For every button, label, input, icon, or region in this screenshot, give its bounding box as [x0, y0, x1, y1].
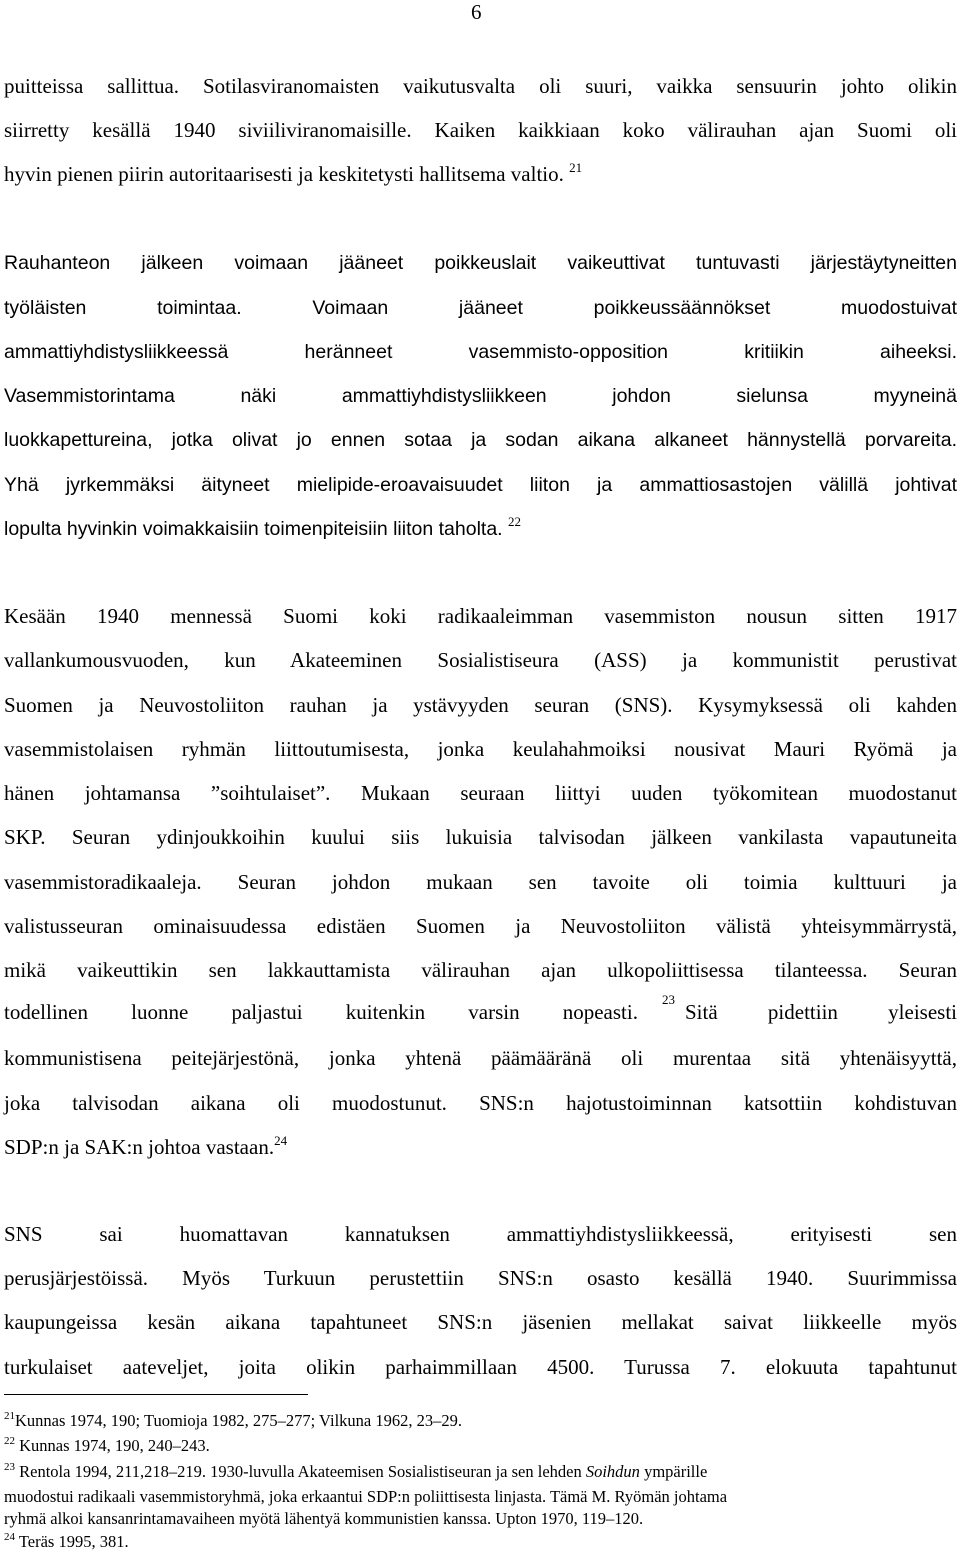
word: Sitä	[685, 1000, 718, 1024]
word: pidettiin	[767, 1000, 838, 1024]
paragraph-line: Rauhanteon jälkeen voimaan jääneet poikkeuslait vaikeuttivat tuntuvasti järjestäytyneitten	[4, 252, 957, 274]
footnote-number: 21	[4, 1410, 15, 1422]
paragraph-line	[4, 162, 957, 186]
page-number: 6	[471, 0, 482, 24]
footnote-ref-22: 22	[508, 514, 522, 529]
paragraph-line: hänen johtamansa ”soihtulaiset”. Mukaan seuraan liittyi uuden työkomitean muodostanut	[4, 781, 957, 805]
word: nopeasti.	[562, 1000, 638, 1024]
line-text	[4, 1000, 638, 1024]
paragraph-line: Vasemmistorintama näki ammattiyhdistysliikkeen johdon sielunsa myyneinä	[4, 385, 957, 407]
paragraph-line	[4, 1135, 957, 1159]
paragraph-line: valistusseuran ominaisuudessa edistäen Suomen ja Neuvostoliiton välistä yhteisymmärrystä,	[4, 914, 957, 938]
footnote-22	[4, 1436, 957, 1455]
footnote-ref-21: 21	[569, 160, 583, 175]
footnote-number: 24	[4, 1531, 15, 1543]
footnote-text: Rentola 1994, 211,218–219. 1930-luvulla Akateemisen Sosialistiseuran ja sen lehden	[19, 1462, 586, 1481]
footnote-number: 23	[4, 1461, 15, 1473]
paragraph-line: Suomen ja Neuvostoliiton rauhan ja ystävyyden seuran (SNS). Kysymyksessä oli kahden	[4, 693, 957, 717]
footnote-text: ympärille	[639, 1462, 708, 1481]
line-text: SDP:n ja SAK:n johtoa vastaan.	[4, 1135, 275, 1159]
paragraph-line: perusjärjestöissä. Myös Turkuun perustettiin SNS:n osasto kesällä 1940. Suurimmissa	[4, 1266, 957, 1290]
paragraph-line: Yhä jyrkemmäksi äityneet mielipide-eroavaisuudet liiton ja ammattiosastojen välillä johtivat	[4, 474, 957, 496]
footnote-21	[4, 1411, 957, 1430]
word: kuitenkin	[345, 1000, 426, 1024]
word: luonne	[131, 1000, 189, 1024]
paragraph-line: SKP. Seuran ydinjoukkoihin kuului siis lukuisia talvisodan jälkeen vankilasta vapautuneita	[4, 825, 957, 849]
paragraph-line: vasemmistoradikaaleja. Seuran johdon mukaan sen tavoite oli toimia kulttuuri ja	[4, 870, 957, 894]
line-text: lopulta hyvinkin voimakkaisiin toimenpiteisiin liiton taholta.	[4, 518, 509, 540]
footnote-ref-23: 23	[662, 992, 675, 1007]
paragraph-line: kaupungeissa kesän aikana tapahtuneet SNS:n jäsenien mellakat saivat liikkeelle myös	[4, 1310, 957, 1334]
paragraph-line: luokkapettureina, jotka olivat jo ennen sotaa ja sodan aikana alkaneet hännystellä porvareita.	[4, 429, 957, 451]
footnote-text: Kunnas 1974, 190, 240–243.	[19, 1436, 210, 1455]
footnote-23-continuation: ryhmä alkoi kansanrintamavaiheen myötä lähentyä kommunistien kanssa. Upton 1970, 119–120.	[4, 1509, 644, 1528]
word: varsin	[468, 1000, 520, 1024]
paragraph-line: joka talvisodan aikana oli muodostunut. SNS:n hajotustoiminnan katsottiin kohdistuvan	[4, 1091, 957, 1115]
paragraph-line: siirretty kesällä 1940 siviiliviranomaisille. Kaiken kaikkiaan koko välirauhan ajan Suomi oli	[4, 118, 957, 142]
word: yleisesti	[888, 1000, 957, 1024]
paragraph-line: Kesään 1940 mennessä Suomi koki radikaaleimman vasemmiston nousun sitten 1917	[4, 604, 957, 628]
paragraph-line: mikä vaikeuttikin sen lakkauttamista välirauhan ajan ulkopoliittisessa tilanteessa. Seuran	[4, 958, 957, 982]
footnote-italic-title: Soihdun	[585, 1462, 640, 1481]
footnote-text: Teräs 1995, 381.	[18, 1532, 129, 1551]
paragraph-line: vallankumousvuoden, kun Akateeminen Sosialistiseura (ASS) ja kommunistit perustivat	[4, 648, 957, 672]
paragraph-line: työläisten toimintaa. Voimaan jääneet poikkeussäännökset muodostuivat	[4, 297, 957, 319]
paragraph-line: puitteissa sallittua. Sotilasviranomaisten vaikutusvalta oli suuri, vaikka sensuurin johto olikin	[4, 74, 957, 98]
paragraph-line	[4, 992, 957, 1024]
paragraph-line	[4, 514, 957, 541]
footnote-separator	[4, 1394, 308, 1395]
word: paljastui	[231, 1000, 303, 1024]
footnote-text: Kunnas 1974, 190; Tuomioja 1982, 275–277; Vilkuna 1962, 23–29.	[15, 1411, 462, 1430]
footnote-23-continuation: muodostui radikaali vasemmistoryhmä, joka erkaantui SDP:n poliittisesta linjasta. Tämä M. Ryömän johtama	[4, 1487, 728, 1506]
paragraph-line: SNS sai huomattavan kannatuksen ammattiyhdistysliikkeessä, erityisesti sen	[4, 1222, 957, 1246]
footnote-24	[4, 1532, 957, 1551]
footnote-ref-24: 24	[274, 1133, 288, 1148]
paragraph-line: turkulaiset aateveljet, joita olikin parhaimmillaan 4500. Turussa 7. elokuuta tapahtunut	[4, 1355, 957, 1379]
paragraph-line: kommunistisena peitejärjestönä, jonka yhtenä päämääränä oli murentaa sitä yhtenäisyyttä,	[4, 1046, 957, 1070]
footnote-23	[4, 1462, 957, 1481]
paragraph-line: ammattiyhdistysliikkeessä heränneet vasemmisto-opposition kritiikin aiheeksi.	[4, 341, 957, 363]
line-text	[685, 1000, 957, 1024]
word: todellinen	[4, 1000, 88, 1024]
paragraph-line: vasemmistolaisen ryhmän liittoutumisesta, jonka keulahahmoiksi nousivat Mauri Ryömä ja	[4, 737, 957, 761]
line-text: hyvin pienen piirin autoritaarisesti ja keskitetysti hallitsema valtio.	[4, 162, 570, 186]
footnote-number: 22	[4, 1435, 15, 1447]
